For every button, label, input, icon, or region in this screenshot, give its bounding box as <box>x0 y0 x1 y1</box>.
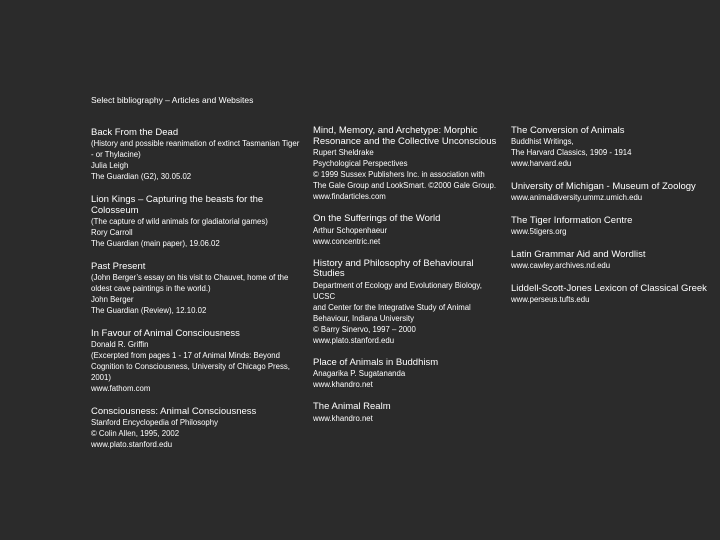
entry-detail: and Center for the Integrative Study of Animal Behaviour, Indiana University <box>313 302 471 323</box>
bibliography-entry <box>511 181 711 203</box>
bibliography-column-1 <box>91 127 301 462</box>
bibliography-entry <box>511 215 711 237</box>
bibliography-entry <box>511 125 711 169</box>
entry-detail: (Excerpted from pages 1 - 17 of Animal Minds: Beyond Cognition to Consciousness, University of Chicago Press, 2001) <box>91 351 290 382</box>
bibliography-entry <box>511 249 711 271</box>
entry-title: In Favour of Animal Consciousness <box>91 328 240 339</box>
entry-title: Place of Animals in Buddhism <box>313 356 439 368</box>
entry-title: University of Michigan - Museum of Zoology <box>511 181 696 192</box>
bibliography-entry <box>313 126 498 202</box>
entry-url: www.concentric.net <box>313 236 381 246</box>
entry-title: Past Present <box>91 261 146 272</box>
entry-detail: Julia Leigh <box>91 161 129 170</box>
entry-detail: Rory Carroll <box>91 228 133 237</box>
entry-title: History and Philosophy of Behavioural Studies <box>313 257 474 279</box>
entry-url: www.plato.stanford.edu <box>313 335 395 345</box>
entry-detail: (History and possible reanimation of extinct Tasmanian Tiger - or Thylacine) <box>91 139 300 159</box>
entry-detail: © 1999 Sussex Publishers Inc. in association with The Gale Group and LookSmart. ©2000 Gale Group. <box>313 170 497 190</box>
entry-title: On the Sufferings of the World <box>313 213 441 224</box>
entry-url: www.plato.stanford.edu <box>91 440 173 449</box>
entry-url: www.khandro.net <box>313 380 373 389</box>
bibliography-entry <box>91 328 301 394</box>
bibliography-entry <box>313 214 498 247</box>
bibliography-entry <box>91 194 301 249</box>
entry-url: www.khandro.net <box>313 413 373 423</box>
entry-detail: The Guardian (Review), 12.10.02 <box>91 306 207 315</box>
entry-url: www.5tigers.org <box>511 227 567 236</box>
bibliography-entry <box>511 283 711 305</box>
entry-detail: John Berger <box>91 295 134 304</box>
entry-detail: Psychological Perspectives <box>313 159 408 168</box>
entry-detail: Anagarika P. Sugatananda <box>313 369 406 378</box>
entry-url: www.cawley.archives.nd.edu <box>511 261 611 270</box>
entry-detail: The Guardian (G2), 30.05.02 <box>91 172 192 181</box>
entry-title: The Conversion of Animals <box>511 125 625 136</box>
entry-detail: Stanford Encyclopedia of Philosophy <box>91 418 218 427</box>
entry-detail: © Colin Allen, 1995, 2002 <box>91 429 180 438</box>
entry-detail: The Guardian (main paper), 19.06.02 <box>91 239 220 248</box>
entry-title: The Animal Realm <box>313 401 391 412</box>
entry-title: Latin Grammar Aid and Wordlist <box>511 249 646 260</box>
bibliography-entry <box>313 402 498 424</box>
page-title: Select bibliography – Articles and Websites <box>91 95 254 105</box>
entry-title: Back From the Dead <box>91 127 179 138</box>
entry-url: www.findarticles.com <box>313 192 386 201</box>
bibliography-entry <box>91 406 301 450</box>
entry-detail: (The capture of wild animals for gladiatorial games) <box>91 217 268 226</box>
entry-url: www.perseus.tufts.edu <box>511 295 590 304</box>
entry-title: Liddell-Scott-Jones Lexicon of Classical Greek <box>511 283 707 294</box>
entry-detail: Rupert Sheldrake <box>313 148 374 157</box>
entry-detail: Department of Ecology and Evolutionary Biology, UCSC <box>313 280 482 301</box>
entry-detail: Arthur Schopenhaeur <box>313 225 388 235</box>
entry-detail: Donald R. Griffin <box>91 340 149 349</box>
entry-detail: © Barry Sinervo, 1997 – 2000 <box>313 324 416 334</box>
bibliography-column-2 <box>313 126 498 436</box>
bibliography-entry <box>313 358 498 391</box>
bibliography-entry <box>91 127 301 182</box>
entry-title: Consciousness: Animal Consciousness <box>91 406 257 417</box>
entry-detail: The Harvard Classics, 1909 - 1914 <box>511 148 632 157</box>
entry-url: www.fathom.com <box>91 384 151 393</box>
entry-detail: Buddhist Writings, <box>511 137 574 146</box>
entry-url: www.animaldiversity.ummz.umich.edu <box>511 193 643 202</box>
entry-title: Mind, Memory, and Archetype: Morphic Resonance and the Collective Unconscious <box>313 125 497 147</box>
entry-title: The Tiger Information Centre <box>511 215 633 226</box>
bibliography-entry <box>313 259 498 346</box>
bibliography-column-3 <box>511 125 711 317</box>
bibliography-entry <box>91 261 301 316</box>
entry-title: Lion Kings – Capturing the beasts for the Colosseum <box>91 194 264 216</box>
entry-detail: (John Berger’s essay on his visit to Chauvet, home of the oldest cave paintings in the world.) <box>91 273 289 293</box>
entry-url: www.harvard.edu <box>511 159 572 168</box>
